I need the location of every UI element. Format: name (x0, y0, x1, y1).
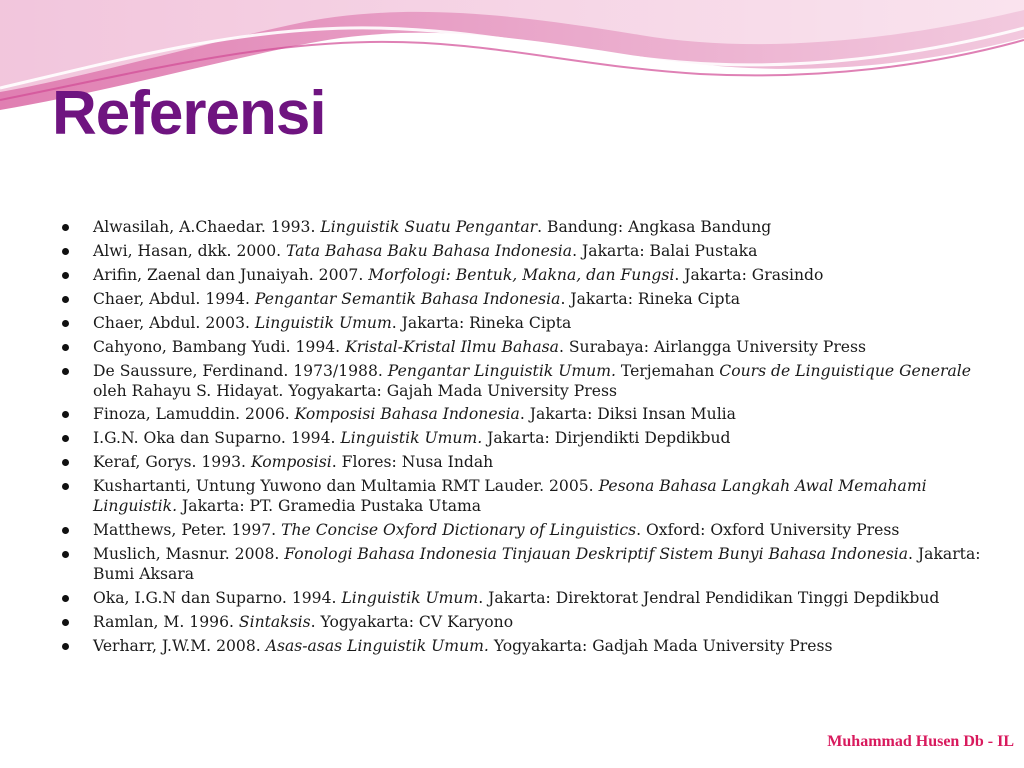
reference-title: Pesona Bahasa Langkah Awal Memahami Linguistik. (93, 477, 927, 516)
reference-text: Alwi, Hasan, dkk. 2000. (93, 241, 287, 260)
reference-text: . Jakarta: Direktorat Jendral Pendidikan Tinggi Depdikbud (478, 588, 940, 607)
reference-title: Linguistik Umum (254, 313, 392, 332)
reference-item (62, 453, 982, 473)
reference-title: Morfologi: Bentuk, Makna, dan Fungsi (368, 265, 675, 284)
reference-text: . Yogyakarta: CV Karyono (310, 612, 514, 631)
reference-title: Linguistik Umum (341, 588, 479, 607)
reference-text: . Jakarta: Rineka Cipta (391, 313, 572, 332)
reference-title: Pengantar Linguistik Umum. (387, 361, 616, 380)
bullet-icon (62, 224, 69, 231)
reference-title: Cours de Linguistique Generale (719, 361, 971, 380)
reference-item (62, 362, 982, 401)
reference-item (62, 521, 982, 541)
reference-item (62, 266, 982, 286)
reference-title: Pengantar Semantik Bahasa Indonesia (254, 289, 561, 308)
reference-text: . Jakarta: Grasindo (674, 265, 824, 284)
reference-title: Kristal-Kristal Ilmu Bahasa (345, 337, 559, 356)
reference-item (62, 637, 982, 657)
bullet-icon (62, 643, 69, 650)
bullet-icon (62, 551, 69, 558)
reference-text: Cahyono, Bambang Yudi. 1994. (93, 337, 346, 356)
bullet-icon (62, 296, 69, 303)
reference-title: Asas-asas Linguistik Umum. (265, 636, 489, 655)
reference-text: De Saussure, Ferdinand. 1973/1988. (93, 361, 388, 380)
reference-text: Jakarta: Dirjendikti Depdikbud (482, 429, 731, 448)
reference-text: Jakarta: PT. Gramedia Pustaka Utama (177, 497, 482, 516)
bullet-icon (62, 595, 69, 602)
reference-item (62, 405, 982, 425)
reference-text: Arifin, Zaenal dan Junaiyah. 2007. (93, 265, 369, 284)
reference-title: The Concise Oxford Dictionary of Linguistics (281, 521, 637, 540)
slide-title: Referensi (52, 79, 326, 148)
reference-text: Matthews, Peter. 1997. (93, 521, 282, 540)
reference-title: Fonologi Bahasa Indonesia Tinjauan Deskriptif Sistem Bunyi Bahasa Indonesia (284, 545, 909, 563)
reference-item (62, 218, 982, 238)
reference-text: Chaer, Abdul. 1994. (93, 289, 255, 308)
reference-text: Muslich, Masnur. 2008. (93, 545, 285, 563)
reference-text: Finoza, Lamuddin. 2006. (93, 405, 295, 424)
reference-text: . Jakarta: Diksi Insan Mulia (519, 405, 736, 424)
reference-text: Alwasilah, A.Chaedar. 1993. (93, 218, 321, 236)
reference-item (62, 338, 982, 358)
footer-author: Muhammad Husen Db - IL (827, 733, 1014, 750)
bullet-icon (62, 619, 69, 626)
reference-title: Linguistik Suatu Pengantar (320, 218, 538, 236)
reference-text: Yogyakarta: Gadjah Mada University Press (488, 636, 833, 655)
bullet-icon (62, 411, 69, 418)
bullet-icon (62, 272, 69, 279)
reference-text: . Surabaya: Airlangga University Press (558, 337, 867, 356)
reference-title: Sintaksis (238, 612, 311, 631)
reference-text: Ramlan, M. 1996. (93, 612, 239, 631)
reference-item (62, 477, 982, 516)
reference-text: Verharr, J.W.M. 2008. (93, 636, 266, 655)
reference-text: . Oxford: Oxford University Press (636, 521, 900, 540)
reference-text: oleh Rahayu S. Hidayat. Yogyakarta: Gajah Mada University Press (93, 381, 617, 400)
reference-text: Chaer, Abdul. 2003. (93, 313, 255, 332)
reference-text: . Bandung: Angkasa Bandung (537, 218, 772, 236)
bullet-icon (62, 368, 69, 375)
bullet-icon (62, 483, 69, 490)
reference-text: . Jakarta: Balai Pustaka (572, 241, 758, 260)
reference-item (62, 290, 982, 310)
reference-list (62, 218, 982, 661)
bullet-icon (62, 344, 69, 351)
reference-text: I.G.N. Oka dan Suparno. 1994. (93, 429, 341, 448)
bullet-icon (62, 459, 69, 466)
reference-text: . Jakarta: Rineka Cipta (560, 289, 741, 308)
reference-item (62, 242, 982, 262)
reference-text: Terjemahan (615, 361, 720, 380)
reference-item (62, 429, 982, 449)
reference-item (62, 314, 982, 334)
reference-title: Komposisi Bahasa Indonesia (294, 405, 520, 424)
reference-text: . Jakarta: Bumi Aksara (93, 545, 981, 583)
reference-title: Komposisi (250, 453, 332, 472)
bullet-icon (62, 320, 69, 327)
reference-title: Tata Bahasa Baku Bahasa Indonesia (286, 241, 573, 260)
bullet-icon (62, 435, 69, 442)
reference-text: Kushartanti, Untung Yuwono dan Multamia RMT Lauder. 2005. (93, 477, 599, 496)
reference-item (62, 545, 982, 584)
reference-text: . Flores: Nusa Indah (331, 453, 494, 472)
reference-item (62, 613, 982, 633)
reference-title: Linguistik Umum. (340, 429, 483, 448)
reference-text: Keraf, Gorys. 1993. (93, 453, 251, 472)
reference-item (62, 589, 982, 609)
bullet-icon (62, 248, 69, 255)
reference-text: Oka, I.G.N dan Suparno. 1994. (93, 588, 342, 607)
bullet-icon (62, 527, 69, 534)
